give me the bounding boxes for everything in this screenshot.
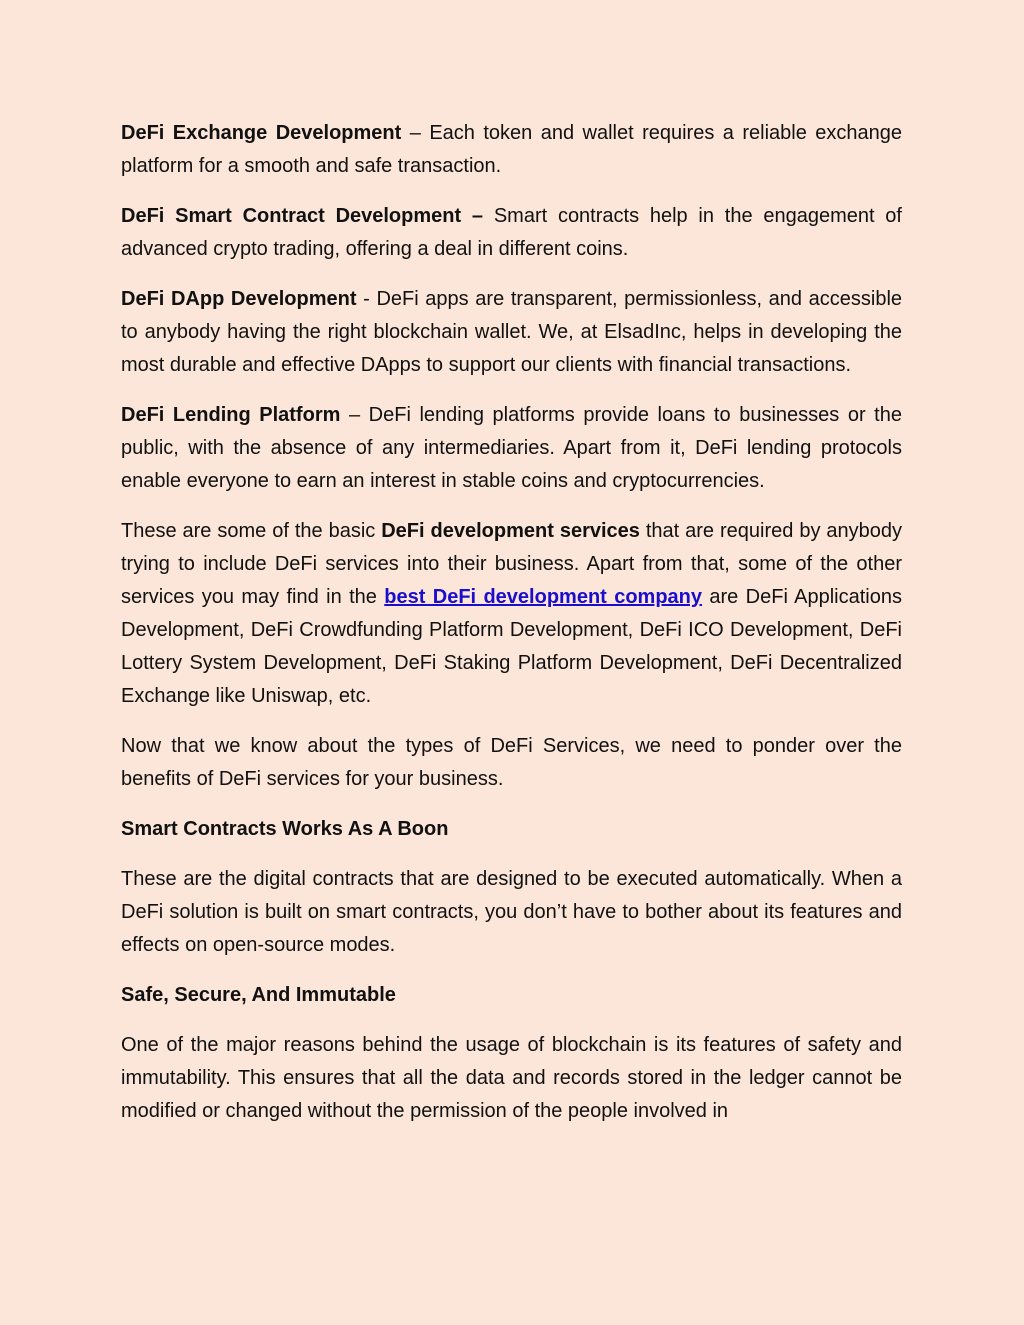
term-dapp-development: DeFi DApp Development <box>121 288 357 310</box>
heading-safe-secure-immutable: Safe, Secure, And Immutable <box>121 984 396 1006</box>
paragraph-smart-contract-development <box>121 200 902 266</box>
paragraph-safety-immutability <box>121 1029 902 1128</box>
separator <box>483 205 494 227</box>
term-smart-contract-development: DeFi Smart Contract Development – <box>121 205 484 227</box>
separator: - <box>356 288 377 310</box>
paragraph-text: Each token and wallet requires a reliable exchange platform for a smooth and safe transaction. <box>121 122 902 177</box>
paragraph-text-before: These are some of the basic <box>121 520 382 542</box>
separator: – <box>340 404 369 426</box>
paragraph-smart-contracts <box>121 863 902 962</box>
paragraph-text-after: are DeFi Applications Development, DeFi Crowdfunding Platform Development, DeFi ICO Development, DeFi Lottery System Development, DeFi Staking Platform Development, DeFi Decentralized Exchange like Uniswap, etc. <box>121 586 902 707</box>
paragraph-text: These are the digital contracts that are designed to be executed automatically. When a DeFi solution is built on smart contracts, you don’t have to bother about its features and effects on open-source modes. <box>121 868 902 956</box>
term-exchange-development: DeFi Exchange Development <box>121 122 402 144</box>
paragraph-text: Now that we know about the types of DeFi Services, we need to ponder over the benefits of DeFi services for your business. <box>121 735 902 790</box>
paragraph-exchange-development <box>121 117 902 183</box>
paragraph-development-services <box>121 515 902 713</box>
term-development-services: DeFi development services <box>381 520 640 542</box>
heading-smart-contracts-boon: Smart Contracts Works As A Boon <box>121 818 449 840</box>
best-defi-development-company-link[interactable]: best DeFi development company <box>384 586 702 608</box>
paragraph-text-middle: that are required by anybody trying to include DeFi services into their business. Apart from that, some of the other services you may find in the <box>121 520 903 608</box>
document-body <box>121 117 902 1145</box>
paragraph-text: DeFi apps are transparent, permissionless, and accessible to anybody having the right blockchain wallet. We, at ElsadInc, helps in developing the most durable and effective DApps to support our clients with financial transactions. <box>121 288 903 376</box>
paragraph-text: One of the major reasons behind the usage of blockchain is its features of safety and immutability. This ensures that all the data and records stored in the ledger cannot be modified or changed without the permission of the people involved in <box>121 1034 902 1122</box>
paragraph-benefits-intro <box>121 730 902 796</box>
paragraph-text: Smart contracts help in the engagement of advanced crypto trading, offering a deal in different coins. <box>121 205 902 260</box>
paragraph-dapp-development <box>121 283 902 382</box>
term-lending-platform: DeFi Lending Platform <box>121 404 341 426</box>
paragraph-text: DeFi lending platforms provide loans to businesses or the public, with the absence of any intermediaries. Apart from it, DeFi lending protocols enable everyone to earn an interest in stable coins and cryptocurrencies. <box>121 404 902 492</box>
separator: – <box>401 122 430 144</box>
paragraph-lending-platform <box>121 399 902 498</box>
